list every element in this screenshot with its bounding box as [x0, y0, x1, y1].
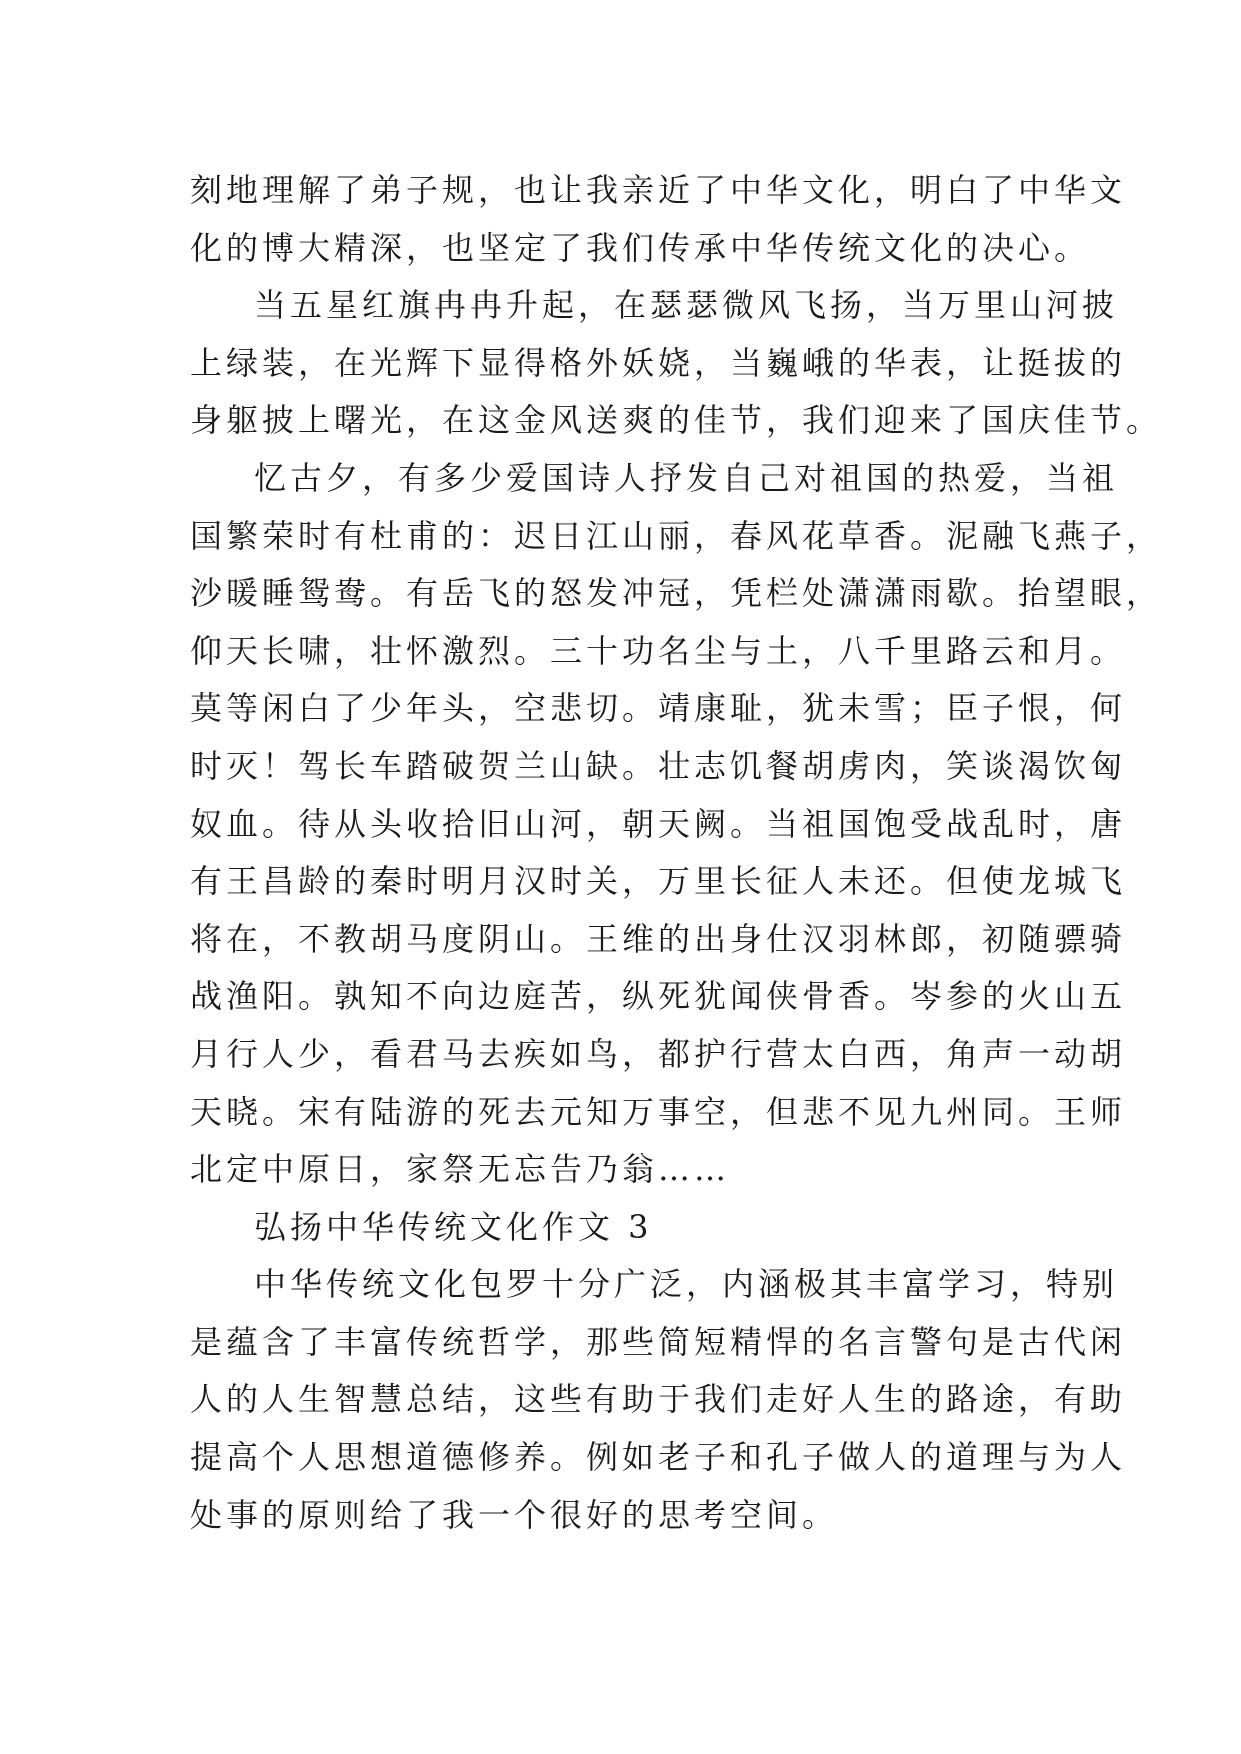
text-line: 国繁荣时有杜甫的：迟日江山丽，春风花草香。泥融飞燕子，	[190, 516, 1163, 555]
text-line: 是蕴含了丰富传统哲学，那些简短精悍的名言警句是古代闲	[190, 1322, 1127, 1361]
paragraph-first-line: 中华传统文化包罗十分广泛，内涵极其丰富学习，特别	[254, 1265, 1119, 1304]
text-line: 处事的原则给了我一个很好的思考空间。	[190, 1495, 839, 1534]
text-line: 仰天长啸，壮怀激烈。三十功名尘与土，八千里路云和月。	[190, 631, 1127, 670]
text-line: 沙暖睡鸳鸯。有岳飞的怒发冲冠，凭栏处潇潇雨歇。抬望眼，	[190, 574, 1163, 613]
text-line: 奴血。待从头收拾旧山河，朝天阙。当祖国饱受战乱时，唐	[190, 804, 1127, 843]
text-line: 身躯披上曙光，在这金风送爽的佳节，我们迎来了国庆佳节。	[190, 401, 1163, 440]
paragraph-first-line: 当五星红旗冉冉升起，在瑟瑟微风飞扬，当万里山河披	[254, 286, 1119, 325]
paragraph-first-line: 忆古夕，有多少爱国诗人抒发自己对祖国的热爱，当祖	[254, 458, 1119, 497]
text-line: 莫等闲白了少年头，空悲切。靖康耻，犹未雪；臣子恨，何	[190, 689, 1127, 728]
text-line: 将在，不教胡马度阴山。王维的出身仕汉羽林郎，初随骠骑	[190, 919, 1127, 958]
text-line: 有王昌龄的秦时明月汉时关，万里长征人未还。但使龙城飞	[190, 862, 1127, 901]
text-line: 时灭！驾长车踏破贺兰山缺。壮志饥餐胡虏肉，笑谈渴饮匈	[190, 746, 1127, 785]
document-body	[190, 162, 1163, 1544]
text-line: 人的人生智慧总结，这些有助于我们走好人生的路途，有助	[190, 1380, 1127, 1419]
text-line: 化的博大精深，也坚定了我们传承中华传统文化的决心。	[190, 228, 1091, 267]
section-heading: 弘扬中华传统文化作文 3	[254, 1207, 653, 1246]
text-line: 月行人少，看君马去疾如鸟，都护行营太白西，角声一动胡	[190, 1034, 1127, 1073]
text-line: 天晓。宋有陆游的死去元知万事空，但悲不见九州同。王师	[190, 1092, 1127, 1131]
text-line: 上绿装，在光辉下显得格外妖娆，当巍峨的华表，让挺拔的	[190, 343, 1127, 382]
text-line: 刻地理解了弟子规，也让我亲近了中华文化，明白了中华文	[190, 171, 1127, 209]
text-line: 战渔阳。孰知不向边庭苦，纵死犹闻侠骨香。岑参的火山五	[190, 977, 1127, 1016]
text-line: 提高个人思想道德修养。例如老子和孔子做人的道理与为人	[190, 1438, 1127, 1477]
text-line: 北定中原日，家祭无忘告乃翁……	[190, 1150, 731, 1189]
